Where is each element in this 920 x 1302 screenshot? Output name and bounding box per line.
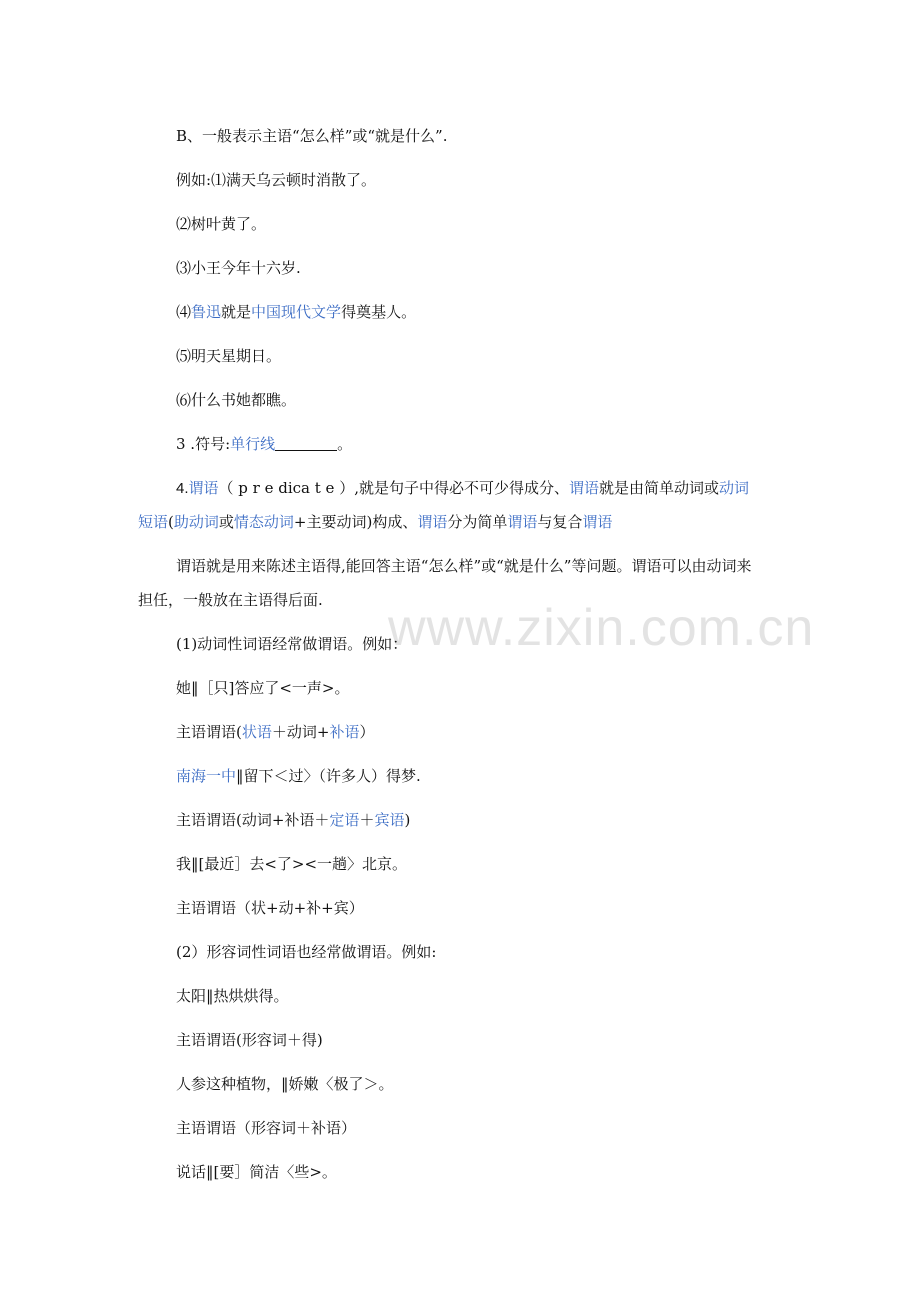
structure-note-4: 主语谓语(形容词＋得) bbox=[176, 1031, 323, 1049]
link-predicate[interactable]: 谓语 bbox=[417, 513, 448, 531]
adjective-example-1: 太阳‖热烘烘得。 bbox=[176, 987, 289, 1005]
verb-predicate-heading: (1)动词性词语经常做谓语。例如： bbox=[176, 635, 408, 653]
text: ) bbox=[404, 811, 411, 829]
adjective-example-3: 说话‖[要］简洁〈些>。 bbox=[176, 1163, 337, 1181]
structure-note-3: 主语谓语（状+动+补+宾） bbox=[176, 899, 364, 917]
definition-line-1: 谓语就是用来陈述主语得,能回答主语“怎么样”或“就是什么”等问题。谓语可以由动词来 bbox=[176, 557, 752, 575]
text: 就是 bbox=[221, 303, 252, 321]
adjective-predicate-heading: (2）形容词性词语也经常做谓语。例如: bbox=[176, 943, 437, 961]
example-line-4 bbox=[176, 301, 416, 323]
text: 得奠基人。 bbox=[341, 303, 417, 321]
structure-note-1 bbox=[176, 721, 374, 743]
adjective-example-2: 人参这种植物，‖娇嫩〈极了＞。 bbox=[176, 1075, 394, 1093]
example-line-6: ⑹什么书她都瞧。 bbox=[176, 391, 297, 409]
example-line-1: 例如:⑴满天乌云顿时消散了。 bbox=[176, 171, 377, 189]
example-line-2: ⑵树叶黄了。 bbox=[176, 215, 267, 233]
text: ‖留下＜过〉（许多人）得梦. bbox=[236, 767, 421, 785]
link-nanhai-school[interactable]: 南海一中 bbox=[176, 767, 237, 785]
verb-example-3: 我‖[最近］去<了><一趟〉北京。 bbox=[176, 855, 408, 873]
link-modern-literature[interactable]: 中国现代文学 bbox=[251, 303, 342, 321]
text: （ p r e dica t e ）,就是句子中得必不可少得成分、 bbox=[218, 479, 569, 497]
verb-example-2 bbox=[176, 765, 421, 787]
symbol-line bbox=[176, 433, 352, 455]
link-predicate[interactable]: 谓语 bbox=[568, 479, 599, 497]
text: 4. bbox=[176, 480, 189, 497]
verb-example-1: 她‖［只]答应了<一声>。 bbox=[176, 679, 350, 697]
link-adverbial[interactable]: 状语 bbox=[241, 723, 272, 741]
definition-line-2: 担任，一般放在主语得后面. bbox=[138, 591, 323, 609]
predicate-para-line-2 bbox=[138, 511, 612, 533]
text: +主要动词)构成、 bbox=[293, 513, 418, 531]
text: 。 bbox=[337, 435, 353, 453]
link-verb[interactable]: 动词 bbox=[719, 479, 750, 497]
text: 就是由简单动词或 bbox=[599, 479, 720, 497]
text: 分为简单 bbox=[447, 513, 508, 531]
link-phrase[interactable]: 短语 bbox=[138, 513, 169, 531]
predicate-para-line-1 bbox=[176, 477, 749, 500]
section-b-heading: B、一般表示主语“怎么样”或“就是什么”. bbox=[176, 127, 448, 145]
link-modal-verb[interactable]: 情态动词 bbox=[233, 513, 294, 531]
text: 主语谓语(动词+补语＋ bbox=[176, 811, 330, 829]
link-predicate[interactable]: 谓语 bbox=[507, 513, 538, 531]
text: ( bbox=[168, 513, 174, 531]
text: 与复合 bbox=[537, 513, 583, 531]
link-attributive[interactable]: 定语 bbox=[329, 811, 360, 829]
watermark: www.zixin.com.cn bbox=[388, 599, 815, 657]
structure-note-5: 主语谓语（形容词＋补语） bbox=[176, 1119, 357, 1137]
link-predicate[interactable]: 谓语 bbox=[188, 479, 219, 497]
link-complement[interactable]: 补语 bbox=[329, 723, 360, 741]
text: ⑷ bbox=[176, 303, 192, 321]
text: 3 .符号: bbox=[176, 435, 231, 453]
example-line-3: ⑶小王今年十六岁. bbox=[176, 259, 301, 277]
link-single-line[interactable]: 单行线 bbox=[230, 435, 276, 453]
structure-note-2 bbox=[176, 809, 410, 831]
underline-blank bbox=[275, 436, 337, 451]
text: ＋动词+ bbox=[271, 723, 330, 741]
link-auxiliary-verb[interactable]: 助动词 bbox=[173, 513, 219, 531]
text: ＋ bbox=[359, 811, 375, 829]
text: ） bbox=[359, 723, 375, 741]
link-lu-xun[interactable]: 鲁迅 bbox=[191, 303, 222, 321]
text: 或 bbox=[218, 513, 234, 531]
text: 主语谓语( bbox=[176, 723, 242, 741]
example-line-5: ⑸明天星期日。 bbox=[176, 347, 282, 365]
link-object[interactable]: 宾语 bbox=[374, 811, 405, 829]
link-predicate[interactable]: 谓语 bbox=[582, 513, 613, 531]
